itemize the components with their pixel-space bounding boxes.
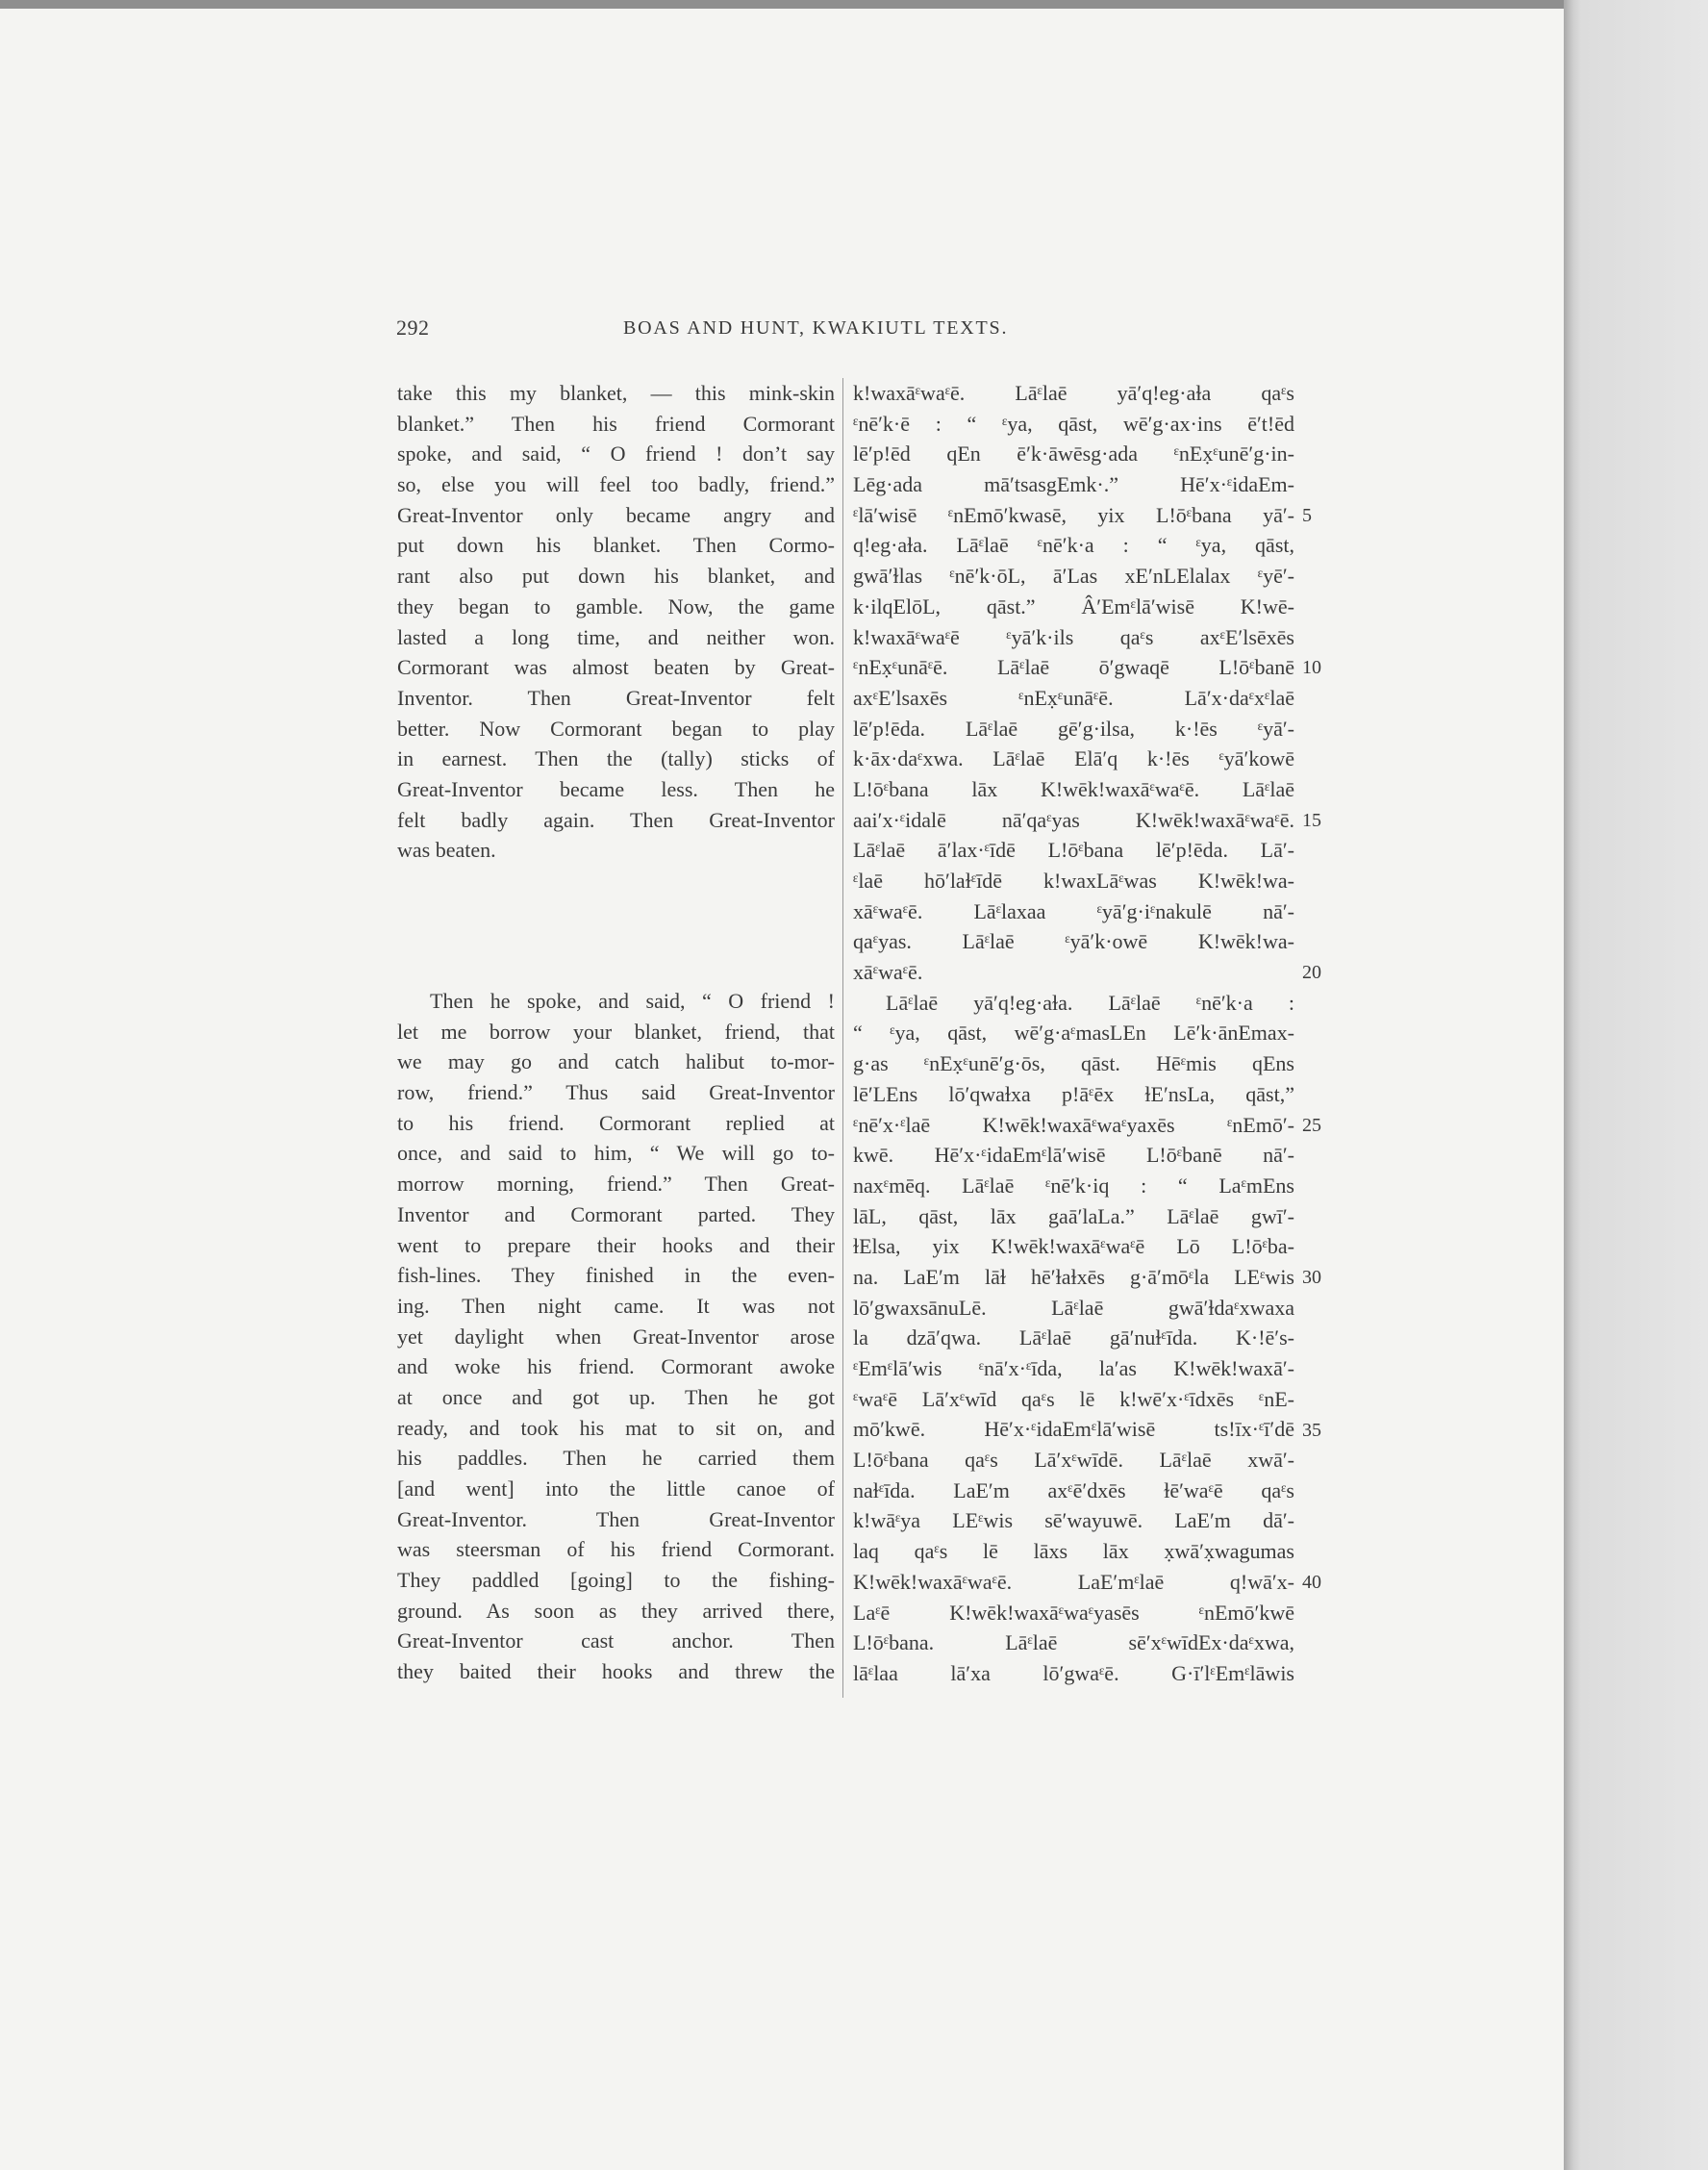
text-line: Inventor. Then Great-Inventor felt <box>397 685 835 710</box>
text-line: axᵋE′lsaxēs ᵋnEx̣ᵋunāᵋē. Lā′x·daᵋxᵋlaē <box>853 685 1294 710</box>
text-line: fish-lines. They finished in the even- <box>397 1263 835 1288</box>
text-line: mō′kwē. Hē′x·ᵋidaEmᵋlā′wisē ts!īx·ᵋī′dē <box>853 1417 1294 1442</box>
text-line: ɫElsa, yix K!wēk!waxāᵋwaᵋē Lō L!ōᵋba- <box>853 1234 1294 1259</box>
text-line: na. LaE′m lāɫ hē′ɫaɫxēs g·ā′mōᵋla LEᵋwis <box>853 1264 1294 1289</box>
text-line: Laᵋē K!wēk!waxāᵋwaᵋyasēs ᵋnEmō′kwē <box>853 1600 1294 1625</box>
text-line: in earnest. Then the (tally) sticks of <box>397 746 835 771</box>
text-line: and woke his friend. Cormorant awoke <box>397 1354 835 1379</box>
text-line: k!waxāᵋwaᵋē ᵋyā′k·ils qaᵋs axᵋE′lsēxēs <box>853 624 1294 649</box>
text-line: ᵋEmᵋlā′wis ᵋnā′x·ᵋīda, la′as K!wēk!waxā′- <box>853 1356 1294 1380</box>
column-divider <box>842 378 843 1698</box>
text-line: Great-Inventor cast anchor. Then <box>397 1628 835 1653</box>
text-line: L!ōᵋbana lāx K!wēk!waxāᵋwaᵋē. Lāᵋlaē <box>853 776 1294 801</box>
line-number: 5 <box>1302 504 1312 526</box>
text-line: his paddles. Then he carried them <box>397 1446 835 1471</box>
text-line: was beaten. <box>397 838 496 863</box>
text-line: better. Now Cormorant began to play <box>397 716 835 741</box>
text-line: they baited their hooks and threw the <box>397 1659 835 1684</box>
text-line: row, friend.” Thus said Great-Inventor <box>397 1080 835 1105</box>
text-line: put down his blanket. Then Cormo- <box>397 533 835 558</box>
text-line: ᵋlaē hō′laɫᵋīdē k!waxLāᵋwas K!wēk!wa- <box>853 869 1294 893</box>
line-number: 25 <box>1302 1114 1321 1136</box>
text-line: so, else you will feel too badly, friend.” <box>397 472 835 497</box>
running-header <box>396 315 1300 344</box>
text-line: naɫᵋīda. LaE′m axᵋē′dxēs ɫē′waᵋē qaᵋs <box>853 1477 1294 1502</box>
line-number: 20 <box>1302 962 1321 984</box>
text-line: Lēg·ada mā′tsasgEmk·.” Hē′x·ᵋidaEm- <box>853 472 1294 497</box>
text-line: Inventor and Cormorant parted. They <box>397 1201 835 1226</box>
text-line: k!wāᵋya LEᵋwis sē′wayuwē. LaE′m dā′- <box>853 1508 1294 1533</box>
text-line: kwē. Hē′x·ᵋidaEmᵋlā′wisē L!ōᵋbanē nā′- <box>853 1143 1294 1168</box>
english-translation-top <box>397 378 835 866</box>
text-line: let me borrow your blanket, friend, that <box>397 1019 835 1044</box>
page-number: 292 <box>396 315 430 340</box>
text-line: lē′LEns lō′qwaɫxa p!āᵋēx ɫE′nsLa, qāst,” <box>853 1081 1294 1106</box>
text-line: Great-Inventor became less. Then he <box>397 776 835 801</box>
text-line: ᵋlā′wisē ᵋnEmō′kwasē, yix L!ōᵋbana yā′- <box>853 502 1294 527</box>
text-line: [and went] into the little canoe of <box>397 1476 835 1501</box>
text-line: rant also put down his blanket, and <box>397 564 835 589</box>
text-line: Great-Inventor. Then Great-Inventor <box>397 1506 835 1531</box>
text-line: xāᵋwaᵋē. Lāᵋlaxaa ᵋyā′g·iᵋnakulē nā′- <box>853 898 1294 923</box>
text-line: L!ōᵋbana. Lāᵋlaē sē′xᵋwīdEx·daᵋxwa, <box>853 1630 1294 1655</box>
text-line: ground. As soon as they arrived there, <box>397 1598 835 1623</box>
text-line: went to prepare their hooks and their <box>397 1232 835 1257</box>
text-line: xāᵋwaᵋē. <box>853 960 923 985</box>
text-line: ᵋnē′x·ᵋlaē K!wēk!waxāᵋwaᵋyaxēs ᵋnEmō′- <box>853 1112 1294 1137</box>
text-line: K!wēk!waxāᵋwaᵋē. LaE′mᵋlaē q!wā′x- <box>853 1569 1294 1594</box>
text-line: lē′p!ēda. Lāᵋlaē gē′g·ilsa, k·!ēs ᵋyā′- <box>853 716 1294 741</box>
text-line: qaᵋyas. Lāᵋlaē ᵋyā′k·owē K!wēk!wa- <box>853 929 1294 954</box>
text-line: ing. Then night came. It was not <box>397 1293 835 1318</box>
book-page-edge <box>1564 0 1708 2170</box>
text-line: la dzā′qwa. Lāᵋlaē gā′nuɫᵋīda. K·!ē′s- <box>853 1325 1294 1350</box>
text-line: Lāᵋlaē ā′lax·ᵋīdē L!ōᵋbana lē′p!ēda. Lā′- <box>853 838 1294 863</box>
text-line: lasted a long time, and neither won. <box>397 624 835 649</box>
text-line: ᵋnē′k·ē : “ ᵋya, qāst, wē′g·ax·ins ē′t!ēd <box>853 411 1294 436</box>
text-line: they began to gamble. Now, the game <box>397 593 835 618</box>
text-line: ᵋnEx̣ᵋunāᵋē. Lāᵋlaē ō′gwaqē L!ōᵋbanē <box>853 655 1294 680</box>
text-line: ᵋwaᵋē Lā′xᵋwīd qaᵋs lē k!wē′x·ᵋīdxēs ᵋnE- <box>853 1386 1294 1411</box>
text-line: naxᵋmēq. Lāᵋlaē ᵋnē′k·iq : “ LaᵋmEns <box>853 1173 1294 1198</box>
text-line: spoke, and said, “ O friend ! don’t say <box>397 442 835 467</box>
text-line: laq qaᵋs lē lāxs lāx x̣wā′x̣wagumas <box>853 1539 1294 1564</box>
text-line: aai′x·ᵋidalē nā′qaᵋyas K!wēk!waxāᵋwaᵋē. <box>853 807 1294 832</box>
scan-top-edge <box>0 0 1708 9</box>
text-line: blanket.” Then his friend Cormorant <box>397 411 835 436</box>
text-line: felt badly again. Then Great-Inventor <box>397 807 835 832</box>
text-line: gwā′ɫlas ᵋnē′k·ōL, ā′Las xE′nLElalax ᵋyē′- <box>853 564 1294 589</box>
text-line: g·as ᵋnEx̣ᵋunē′g·ōs, qāst. Hēᵋmis qEns <box>853 1051 1294 1076</box>
text-line: lē′p!ēd qEn ē′k·āwēsg·ada ᵋnEx̣ᵋunē′g·in- <box>853 442 1294 467</box>
text-line: k·āx·daᵋxwa. Lāᵋlaē Elā′q k·!ēs ᵋyā′kowē <box>853 746 1294 771</box>
text-line: ready, and took his mat to sit on, and <box>397 1415 835 1440</box>
text-line: “ ᵋya, qāst, wē′g·aᵋmasLEn Lē′k·ānEmax- <box>853 1021 1294 1046</box>
text-line: to his friend. Cormorant replied at <box>397 1110 835 1135</box>
line-number: 30 <box>1302 1267 1321 1289</box>
text-line: Lāᵋlaē yā′q!eg·aɫa. Lāᵋlaē ᵋnē′k·a : <box>886 990 1294 1015</box>
text-line: yet daylight when Great-Inventor arose <box>397 1324 835 1349</box>
text-line: Cormorant was almost beaten by Great- <box>397 655 835 680</box>
text-line: take this my blanket, — this mink-skin <box>397 381 835 405</box>
text-line: morrow morning, friend.” Then Great- <box>397 1172 835 1197</box>
line-number: 40 <box>1302 1572 1321 1594</box>
text-line: L!ōᵋbana qaᵋs Lā′xᵋwīdē. Lāᵋlaē xwā′- <box>853 1448 1294 1473</box>
text-line: we may go and catch halibut to-mor- <box>397 1049 835 1074</box>
text-line: Great-Inventor only became angry and <box>397 502 835 527</box>
text-line: Then he spoke, and said, “ O friend ! <box>430 989 835 1013</box>
text-line: lō′gwaxsānuLē. Lāᵋlaē gwā′ɫdaᵋxwaxa <box>853 1295 1294 1320</box>
text-line: They paddled [going] to the fishing- <box>397 1568 835 1593</box>
kwakiutl-text-column <box>853 378 1294 1689</box>
text-line: lāᵋlaa lā′xa lō′gwaᵋē. G·ī′lᵋEmᵋlāwis <box>853 1660 1294 1685</box>
english-translation-bottom <box>397 986 835 1687</box>
text-line: k·ilqElōL, qāst.” Â′Emᵋlā′wisē K!wē- <box>853 593 1294 618</box>
line-number: 35 <box>1302 1419 1321 1441</box>
text-line: at once and got up. Then he got <box>397 1384 835 1409</box>
text-line: lāL, qāst, lāx gaā′laLa.” Lāᵋlaē gwī′- <box>853 1203 1294 1228</box>
text-line: once, and said to him, “ We will go to- <box>397 1141 835 1166</box>
text-line: k!waxāᵋwaᵋē. Lāᵋlaē yā′q!eg·aɫa qaᵋs <box>853 381 1294 405</box>
running-title: BOAS AND HUNT, KWAKIUTL TEXTS. <box>623 317 1009 339</box>
text-line: q!eg·aɫa. Lāᵋlaē ᵋnē′k·a : “ ᵋya, qāst, <box>853 533 1294 558</box>
text-line: was steersman of his friend Cormorant. <box>397 1537 835 1562</box>
line-number: 15 <box>1302 809 1321 831</box>
line-number: 10 <box>1302 657 1321 679</box>
